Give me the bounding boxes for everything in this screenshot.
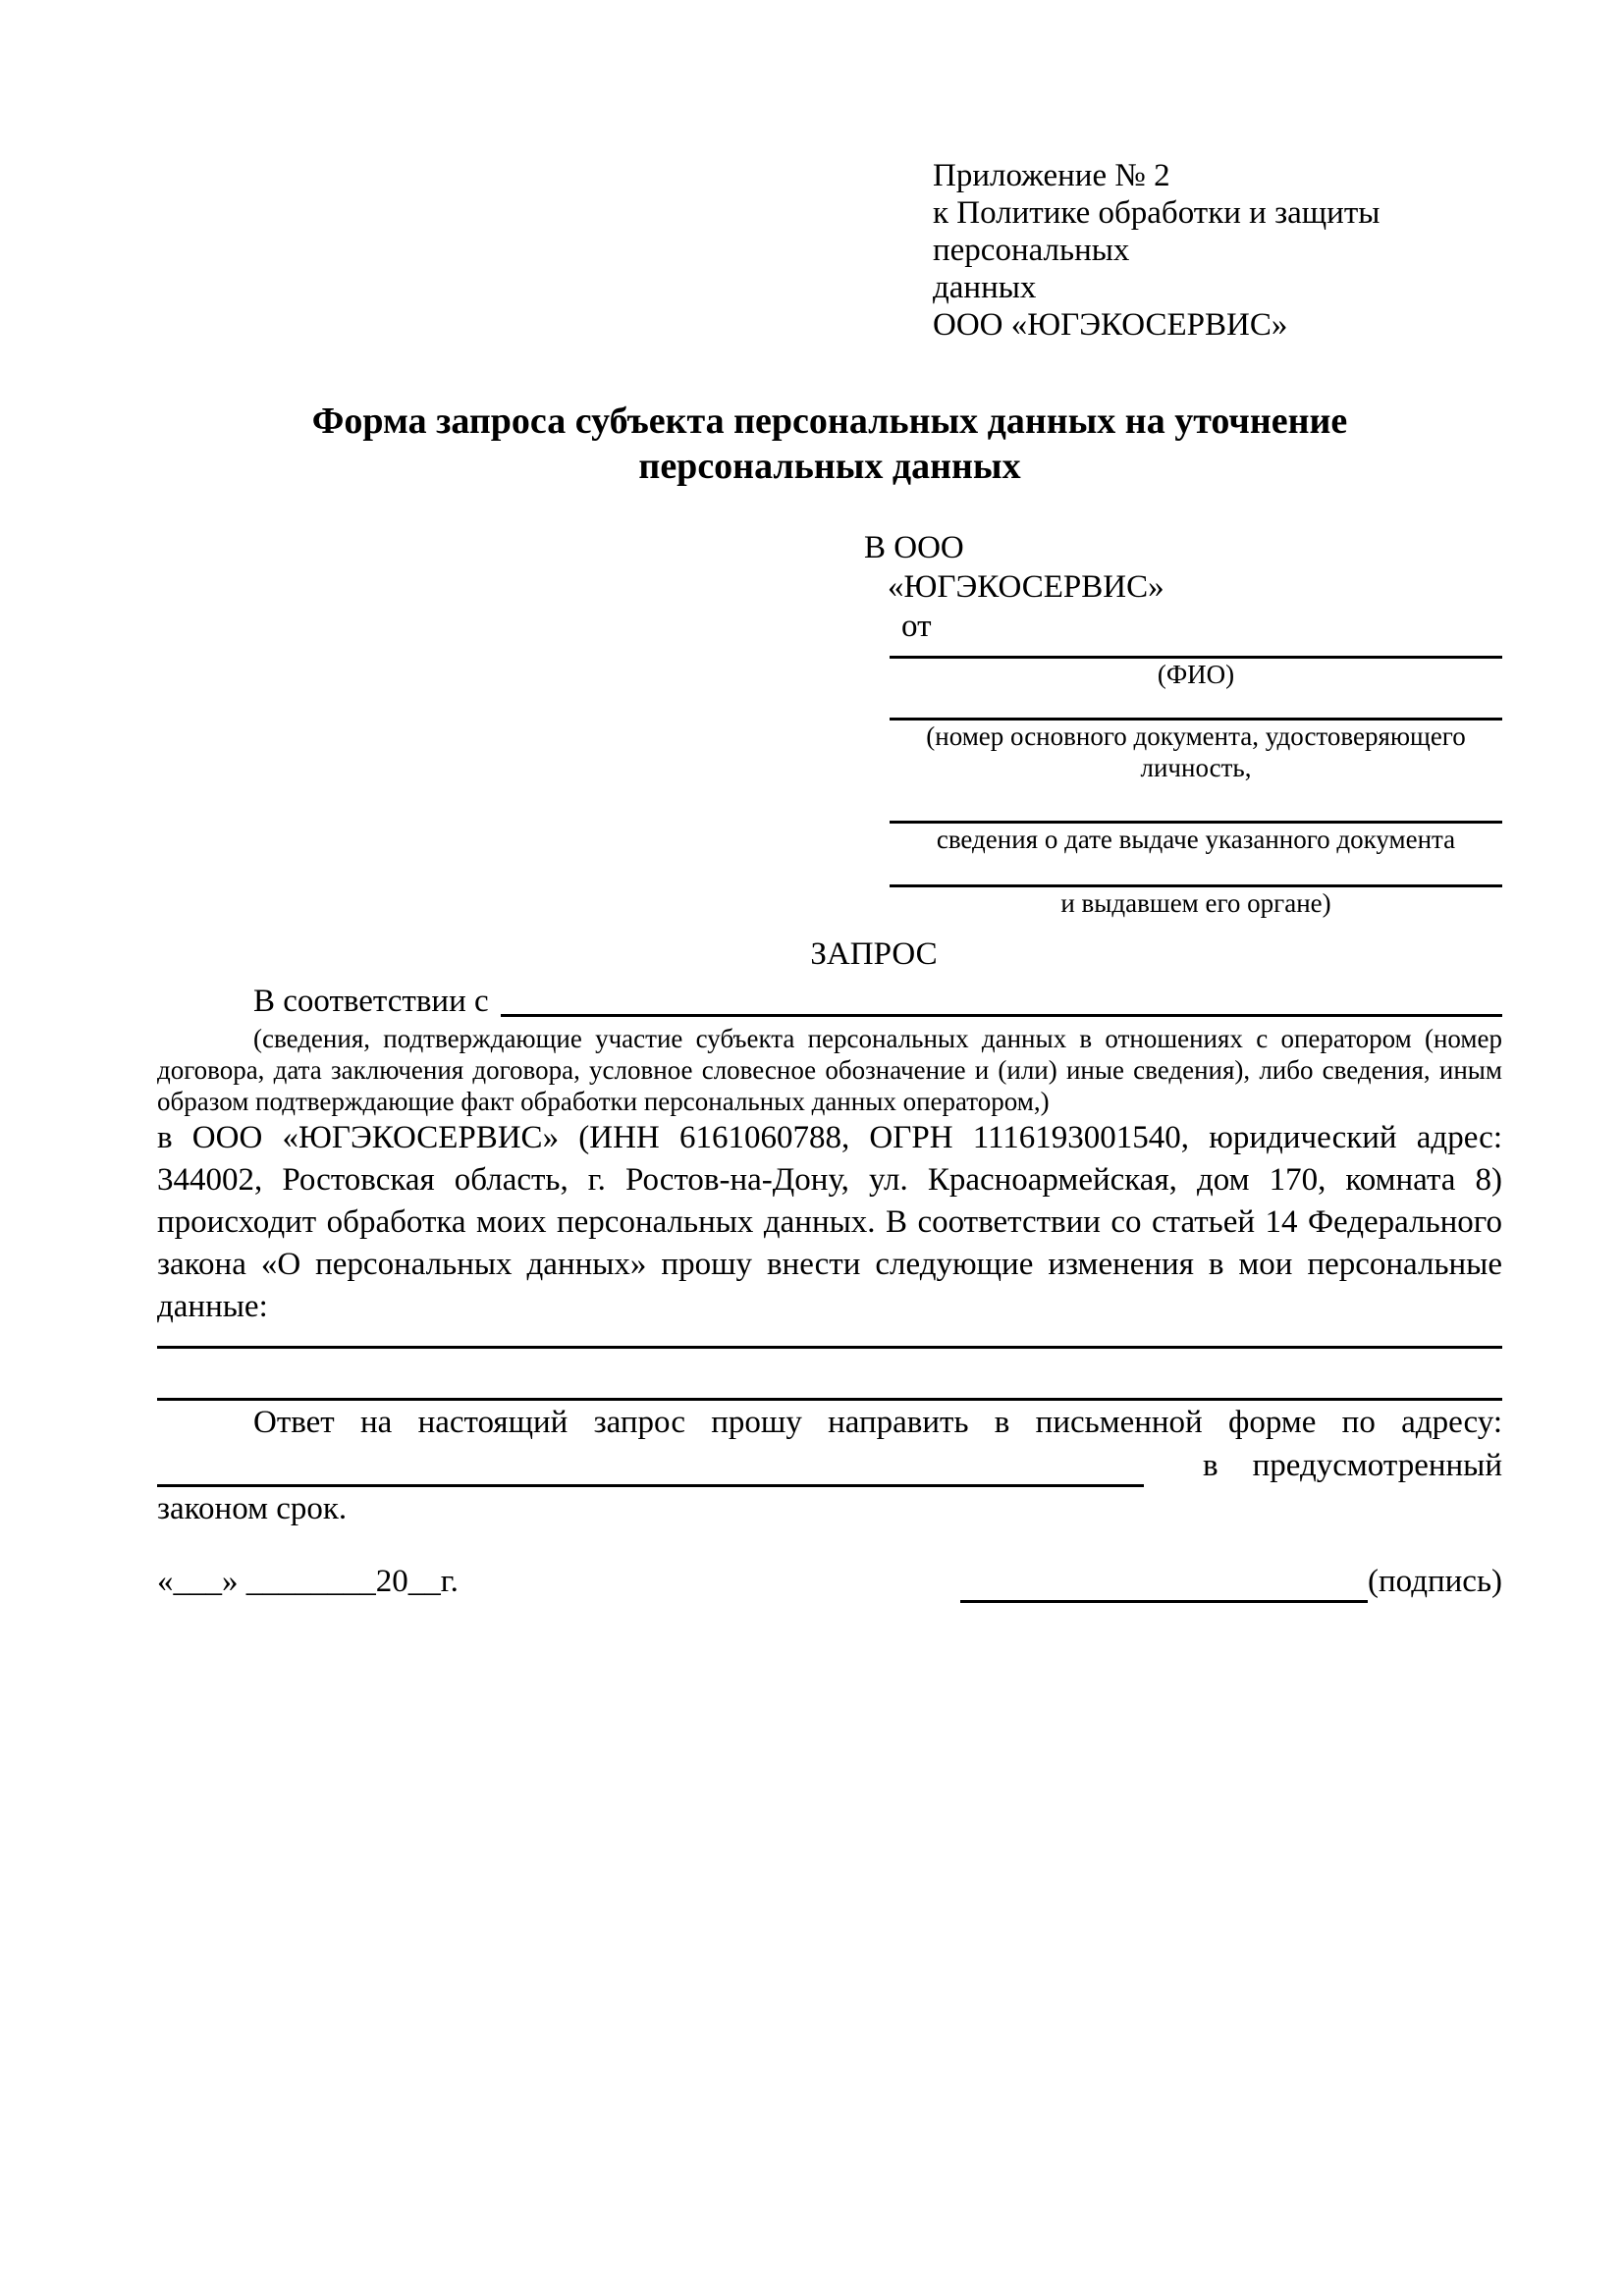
doc-caption-2: сведения о дате выдаче указанного документа [936, 825, 1456, 854]
body-paragraph: в ООО «ЮГЭКОСЕРВИС» (ИНН 6161060788, ОГРН 1116193001540, юридический адрес: 344002, Ростовская область, г. Ростов-на-Дону, ул. Красноармейская, дом 170, комната 8) происходит обработка моих персональных данных. В соответствии со статьей 14 Федерального закона «О персональных данных» прошу внести следующие изменения в мои персональные данные: [157, 1120, 1502, 1324]
reply-word: предусмотренный [1252, 1448, 1502, 1483]
addressee-from-label: от [901, 609, 932, 644]
blank-fill-line-1 [157, 1328, 1502, 1349]
intro-line [157, 980, 1502, 1023]
intro-fill-line [501, 1014, 1502, 1017]
doc-fill-line-3 [890, 855, 1502, 887]
addressee-to-line-2: «ЮГЭКОСЕРВИС» [888, 569, 1164, 605]
addressee-block [864, 528, 1502, 919]
attachment-line-1: Приложение № 2 [933, 158, 1170, 193]
signature-group [960, 1560, 1502, 1603]
reply-paragraph: Ответ на настоящий запрос прошу направить в письменной форме по адресу: [253, 1405, 1502, 1440]
address-fill-line [157, 1449, 1144, 1487]
addressee-to-line-1: В ООО [864, 530, 964, 565]
form-title-line-1: Форма запроса субъекта персональных данных на уточнение [311, 400, 1348, 442]
signature-fill-line [960, 1565, 1368, 1603]
reply-preposition: в [1203, 1448, 1218, 1483]
reply-address-row [157, 1444, 1502, 1487]
attachment-line-4: ООО «ЮГЭКОСЕРВИС» [933, 307, 1288, 343]
blank-fill-line-2 [157, 1349, 1502, 1401]
attachment-line-3: данных [933, 270, 1037, 305]
request-heading: ЗАПРОС [810, 936, 938, 972]
intro-label: В соответствии с [253, 984, 489, 1019]
form-title [157, 399, 1502, 489]
doc-fill-line-1 [890, 690, 1502, 721]
doc-fill-line-2 [890, 783, 1502, 824]
date-blank-line: «___» ________20__г. [157, 1564, 459, 1599]
date-signature-row [157, 1560, 1502, 1603]
fio-caption: (ФИО) [1157, 660, 1235, 689]
fio-fill-line [890, 646, 1502, 659]
footnote-text: (сведения, подтверждающие участие субъекта персональных данных в отношениях с оператором (номер договора, дата заключения договора, условное словесное обозначение и (или) иные сведения), либо сведения, иным образом подтверждающие факт обработки персональных данных оператором,) [157, 1024, 1502, 1116]
reply-ending: законом срок. [157, 1491, 348, 1526]
signature-caption: (подпись) [1368, 1564, 1502, 1599]
form-title-line-2: персональных данных [638, 446, 1021, 487]
doc-caption-1: (номер основного документа, удостоверяющего личность, [926, 721, 1466, 782]
doc-caption-3: и выдавшем его органе) [1060, 888, 1331, 918]
attachment-header [933, 157, 1542, 344]
attachment-line-2: к Политике обработки и защиты персональных [933, 195, 1380, 268]
